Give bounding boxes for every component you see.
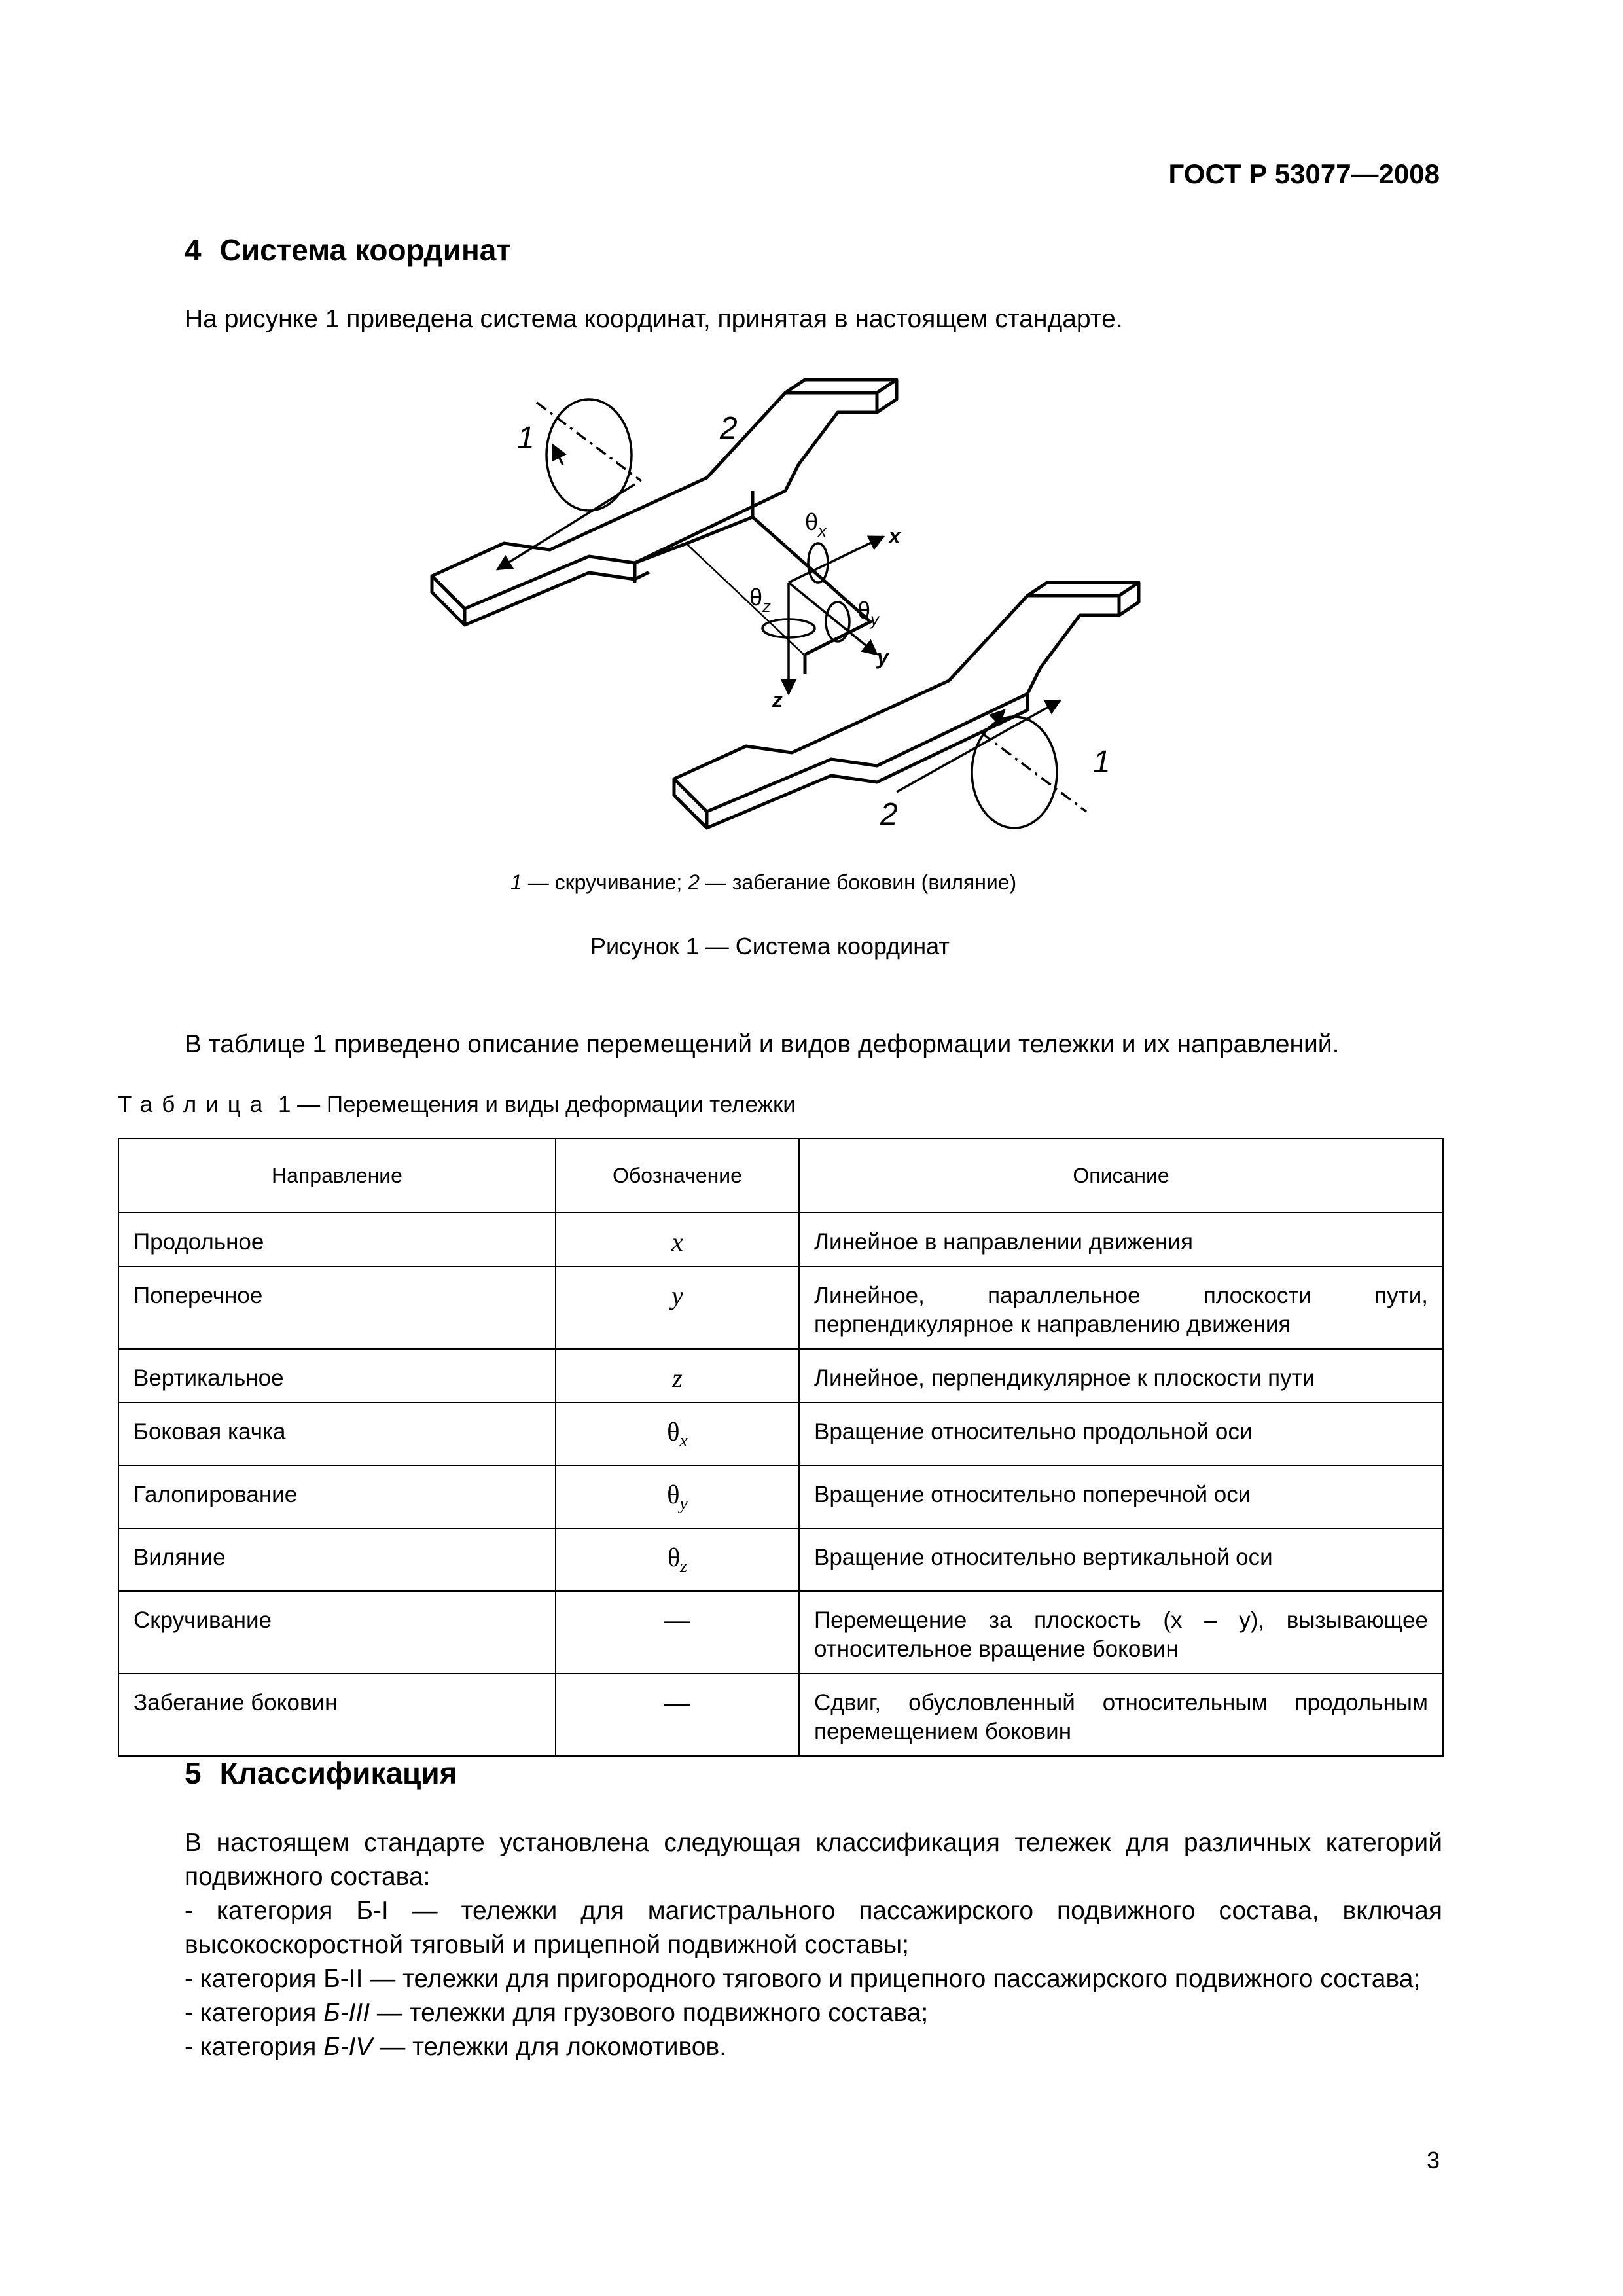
- page-number: 3: [1426, 2147, 1440, 2174]
- section-5-number: 5: [185, 1756, 202, 1790]
- deformation-table: [118, 1138, 1444, 1757]
- section-5-title: Классификация: [219, 1756, 457, 1790]
- header-symbol: Обозначение: [556, 1138, 799, 1213]
- theta-z-label: $\theta_z$: [749, 584, 772, 616]
- table-row: [118, 1349, 1443, 1403]
- cell-symbol: $\theta_y$: [556, 1465, 799, 1528]
- theta-x-label: $\theta_x$: [805, 509, 827, 541]
- table-intro: В таблице 1 приведено описание перемещений и видов деформации тележки и их направлений.: [185, 1030, 1340, 1058]
- table-row: [118, 1465, 1443, 1528]
- classification-intro: В настоящем стандарте установлена следующая классификация тележек для различных категорий подвижного состава:: [185, 1829, 1442, 1891]
- section-4-title: Система координат: [219, 233, 511, 267]
- figure-label-2-upper: 2: [720, 411, 738, 446]
- classification-item: - категория Б-II — тележки для пригородного тягового и прицепного пассажирского подвижного состава;: [185, 1965, 1421, 1993]
- cell-direction: Поперечное: [118, 1266, 556, 1349]
- table-row: [118, 1591, 1443, 1674]
- cell-description: Линейное, параллельное плоскости пути, перпендикулярное к направлению движения: [799, 1266, 1443, 1349]
- section-4-number: 4: [185, 233, 202, 267]
- classification-item: - категория Б-III — тележки для грузового подвижного состава;: [185, 1999, 929, 2027]
- figure-legend: 1 — скручивание; 2 — забегание боковин (виляние): [510, 870, 1017, 894]
- table-row: [118, 1213, 1443, 1266]
- cell-direction: Продольное: [118, 1213, 556, 1266]
- cell-description: Перемещение за плоскость (x – y), вызывающее относительное вращение боковин: [799, 1591, 1443, 1674]
- table-row: [118, 1266, 1443, 1349]
- cell-direction: Боковая качка: [118, 1403, 556, 1465]
- bogie-coordinate-figure: [419, 367, 1191, 864]
- table-row: [118, 1674, 1443, 1756]
- figure-label-1-lower: 1: [1093, 745, 1111, 780]
- header-description: Описание: [799, 1138, 1443, 1213]
- cell-symbol: y: [556, 1266, 799, 1349]
- cell-symbol: $\theta_x$: [556, 1403, 799, 1465]
- section-5-heading: [185, 1755, 457, 1791]
- header-direction: Направление: [118, 1138, 556, 1213]
- cell-direction: Скручивание: [118, 1591, 556, 1674]
- figure-label-1-upper: 1: [517, 421, 535, 456]
- cell-description: Вращение относительно поперечной оси: [799, 1465, 1443, 1528]
- axis-x-label: x: [889, 524, 901, 548]
- cell-symbol: z: [556, 1349, 799, 1403]
- table-caption: [118, 1092, 796, 1118]
- twist-loop-lower: [972, 717, 1057, 828]
- table-caption-word: Таблица: [118, 1092, 272, 1117]
- standard-code: ГОСТ Р 53077—2008: [1168, 158, 1440, 189]
- cell-direction: Забегание боковин: [118, 1674, 556, 1756]
- cell-symbol: —: [556, 1591, 799, 1674]
- cell-direction: Галопирование: [118, 1465, 556, 1528]
- cell-description: Линейное, перпендикулярное к плоскости пути: [799, 1349, 1443, 1403]
- figure-label-2-lower: 2: [880, 797, 898, 832]
- section-4-intro: На рисунке 1 приведена система координат, принятая в настоящем стандарте.: [185, 305, 1123, 333]
- cell-description: Линейное в направлении движения: [799, 1213, 1443, 1266]
- classification-list: [118, 1826, 1442, 2064]
- table-row: [118, 1528, 1443, 1591]
- cell-symbol: $\theta_z$: [556, 1528, 799, 1591]
- figure-title: Рисунок 1 — Система координат: [590, 933, 950, 960]
- table-caption-rest: 1 — Перемещения и виды деформации тележки: [272, 1092, 796, 1117]
- axis-y-label: y: [877, 645, 889, 669]
- classification-item: - категория Б-I — тележки для магистрального пассажирского подвижного состава, включая высокоскоростной тяговый и прицепной подвижной составы;: [185, 1897, 1442, 1959]
- cell-symbol: —: [556, 1674, 799, 1756]
- cell-description: Вращение относительно продольной оси: [799, 1403, 1443, 1465]
- lower-axis-line: [982, 733, 1086, 812]
- upper-axis-line: [537, 403, 641, 481]
- table-header-row: [118, 1138, 1443, 1213]
- axis-z-label: z: [772, 688, 783, 711]
- cell-description: Вращение относительно вертикальной оси: [799, 1528, 1443, 1591]
- table-row: [118, 1403, 1443, 1465]
- section-4-heading: [185, 232, 511, 268]
- theta-y-label: $\theta_y$: [857, 597, 880, 629]
- cell-direction: Виляние: [118, 1528, 556, 1591]
- cell-direction: Вертикальное: [118, 1349, 556, 1403]
- classification-item: - категория Б-IV — тележки для локомотивов.: [185, 2033, 727, 2061]
- cell-description: Сдвиг, обусловленный относительным продольным перемещением боковин: [799, 1674, 1443, 1756]
- cell-symbol: x: [556, 1213, 799, 1266]
